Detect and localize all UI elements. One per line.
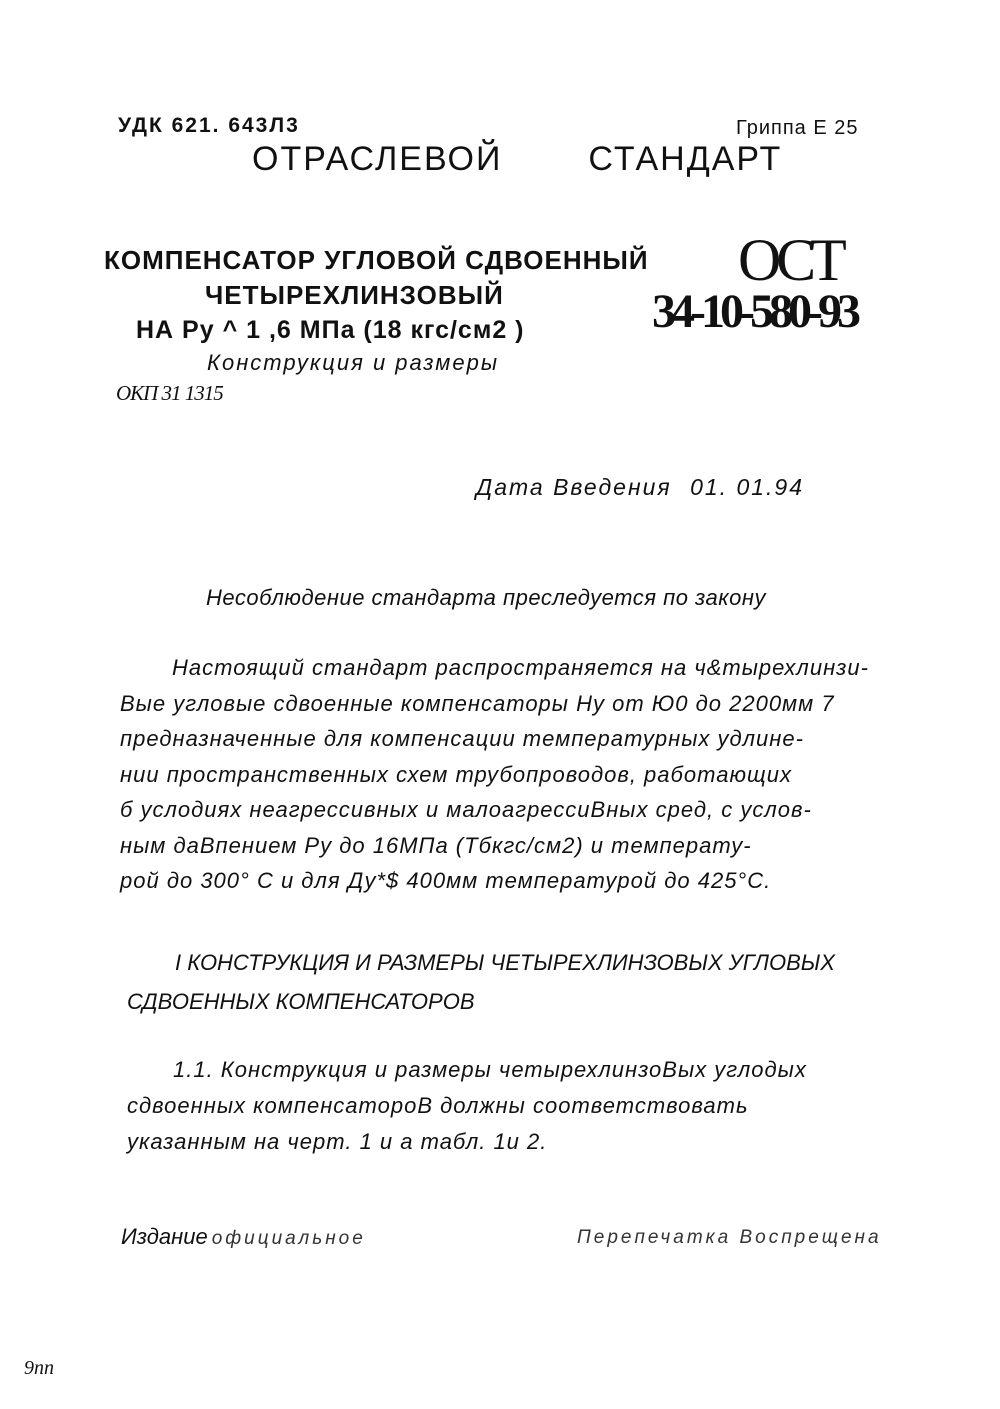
clause-line: указанным на черт. 1 и а табл. 1и 2.: [127, 1129, 548, 1154]
date-label: Дата Введения: [476, 474, 672, 500]
section-heading-line: I КОНСТРУКЦИЯ И РАЗМЕРЫ ЧЕТЫРЕХЛИНЗОВЫХ УГЛОВЫХ: [175, 950, 835, 975]
clause-paragraph: [127, 1052, 807, 1160]
ost-label: ОСТ: [738, 227, 841, 293]
standard-heading: [252, 140, 782, 179]
edition-note: [121, 1224, 366, 1250]
paragraph-line: ным даВпением Ру до 16МПа (Тбкгс/см2) и температу-: [120, 832, 752, 858]
paragraph-line: Настоящий стандарт распространяется на ч&тырехлинзи-: [172, 655, 869, 680]
edition-label: Издание: [121, 1224, 208, 1249]
paragraph-line: Вые угловые сдвоенные компенсаторы Ну от Ю0 до 2200мм 7: [120, 690, 835, 716]
paragraph-line: б услодиях неагрессивных и малоагрессиВных сред, с услов-: [120, 797, 812, 822]
clause-line: сдвоенных компенсатороВ должны соответствовать: [127, 1093, 749, 1118]
introduction-date: [476, 474, 804, 501]
date-value: 01. 01.94: [690, 474, 804, 500]
document-title-line3: НА Ру ^ 1 ,6 МПа (18 кгс/см2 ): [136, 316, 525, 344]
document-subtitle: Конструкция и размеры: [207, 350, 500, 375]
ost-number: 34-10-580-93: [652, 285, 856, 338]
paragraph-line: рой до 300° С и для Ду*$ 400мм температурой до 425°С.: [120, 868, 772, 893]
okp-code: ОКП 31 1315: [116, 381, 223, 405]
legal-warning: Несоблюдение стандарта преследуется по закону: [206, 585, 766, 610]
paragraph-line: нии пространственных схем трубопроводов, работающих: [120, 761, 792, 787]
edition-type: официальное: [211, 1228, 366, 1249]
standard-heading-word2: СТАНДАРТ: [588, 140, 783, 178]
page-mark: 9пп: [24, 1357, 54, 1379]
udk-code: УДК 621. 643Л3: [118, 114, 300, 137]
clause-line: 1.1. Конструкция и размеры четырехлинзоВых углодых: [173, 1057, 807, 1082]
section-heading: [127, 943, 835, 1021]
reprint-notice: Перепечатка Воспрещена: [577, 1227, 882, 1248]
standard-heading-word1: ОТРАСЛЕВОЙ: [252, 140, 503, 178]
document-title-line1: КОМПЕНСАТОР УГЛОВОЙ СДВОЕННЫЙ: [104, 245, 649, 275]
section-heading-line: СДВОЕННЫХ КОМПЕНСАТОРОВ: [127, 989, 475, 1014]
paragraph-line: предназначенные для компенсации температурных удлине-: [120, 726, 804, 751]
group-code: Гриппа Е 25: [736, 117, 859, 139]
document-title-line2: ЧЕТЫРЕХЛИНЗОВЫЙ: [205, 280, 504, 310]
intro-paragraph: [120, 650, 920, 899]
